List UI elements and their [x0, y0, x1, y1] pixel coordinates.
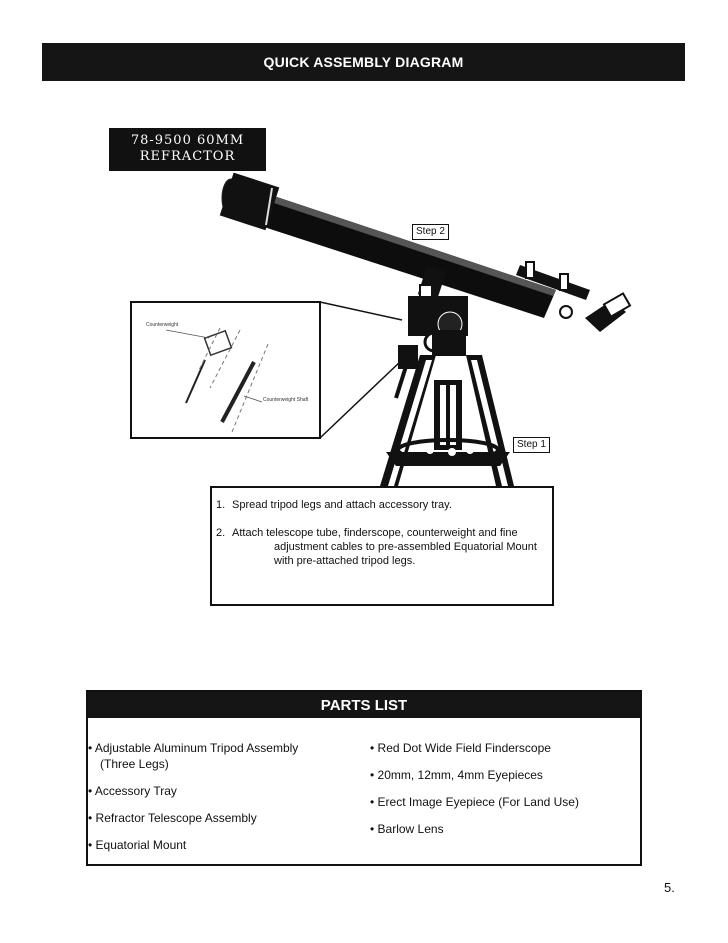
list-item — [370, 794, 635, 810]
parts-list-left-column — [88, 740, 358, 864]
part-name: • Barlow Lens — [370, 822, 444, 836]
instruction-text-block — [232, 526, 546, 568]
list-item — [88, 810, 358, 826]
instruction-text: Spread tripod legs and attach accessory tray. — [232, 499, 452, 511]
instruction-step-1 — [216, 498, 546, 512]
section-title: QUICK ASSEMBLY DIAGRAM — [263, 54, 464, 70]
telescope-tube — [220, 173, 556, 318]
counterweight-label: Counterweight — [146, 322, 179, 328]
part-name: • Adjustable Aluminum Tripod Assembly — [88, 741, 299, 755]
instruction-number: 1. — [216, 499, 226, 511]
list-item — [370, 821, 635, 837]
part-name: • Accessory Tray — [88, 784, 177, 798]
model-label — [109, 128, 266, 171]
instruction-number: 2. — [216, 527, 226, 539]
part-name: • Erect Image Eyepiece (For Land Use) — [370, 795, 579, 809]
list-item — [370, 740, 635, 756]
model-number: 78-9500 60MM — [130, 133, 245, 148]
part-name: • Equatorial Mount — [88, 838, 187, 852]
list-item — [88, 837, 358, 853]
part-name: • Red Dot Wide Field Finderscope — [370, 741, 551, 755]
page-number: 5. — [664, 880, 675, 895]
assembly-instructions — [210, 486, 554, 606]
parts-list-right-column — [370, 740, 635, 848]
parts-list — [86, 690, 642, 866]
model-type: REFRACTOR — [139, 149, 236, 164]
list-item — [88, 740, 358, 772]
counterweight-shaft-label: Counterweight Shaft — [263, 397, 309, 403]
part-name: • Refractor Telescope Assembly — [88, 811, 257, 825]
instruction-step-2 — [216, 526, 546, 568]
instruction-text-continued: adjustment cables to pre-assembled Equatorial Mount with pre-attached tripod legs. — [274, 541, 537, 567]
parts-list-header — [88, 692, 640, 718]
step-2-label: Step 2 — [412, 224, 449, 240]
list-item — [370, 767, 635, 783]
step-1-label: Step 1 — [513, 437, 550, 453]
parts-list-title: PARTS LIST — [320, 696, 408, 714]
instruction-text: Attach telescope tube, finderscope, counterweight and fine — [232, 527, 518, 539]
part-detail: (Three Legs) — [100, 757, 169, 771]
list-item — [88, 783, 358, 799]
eyepiece — [560, 293, 630, 332]
part-name: • 20mm, 12mm, 4mm Eyepieces — [370, 768, 543, 782]
tripod — [380, 355, 514, 486]
